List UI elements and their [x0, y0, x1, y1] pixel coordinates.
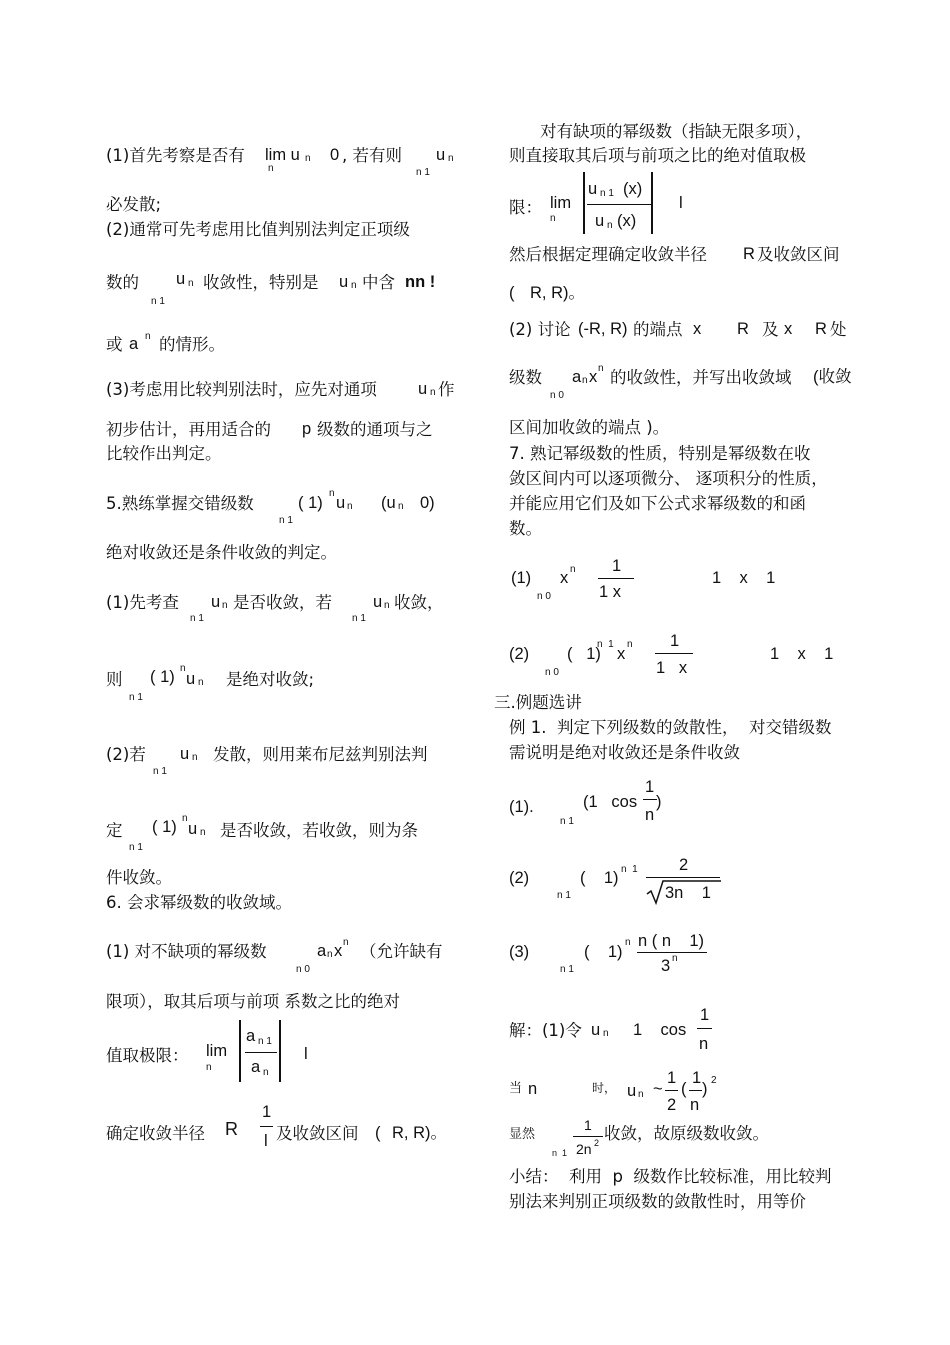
math-neg-one: ( 1) [567, 645, 601, 663]
math-u: u [186, 670, 196, 688]
text-line: 对有缺项的幂级数（指缺无限多项）， [540, 122, 813, 141]
sum-index: n 1 [557, 890, 571, 901]
text-line: 是否收敛，若收敛，则为条 [220, 821, 418, 840]
math-neg-one: ( 1) [584, 943, 623, 961]
text-line: 确定收敛半径 [106, 1124, 205, 1143]
text-line: 7. 熟记幂级数的性质，特别是幂级数在收 [509, 444, 811, 463]
text-line: 限项），取其后项与前项 系数之比的绝对 [106, 992, 400, 1011]
text-line: 数的 [106, 273, 139, 292]
math-subscript: n [192, 752, 198, 763]
text-line: (1)先考查 [106, 593, 179, 612]
fraction-numerator: 2 [679, 856, 689, 874]
math-u: u [373, 593, 383, 611]
text-line: 时， [592, 1081, 617, 1095]
math-a: a [129, 335, 139, 353]
text-line: 处 [830, 320, 847, 339]
math-x: x [617, 645, 626, 663]
math-u: u [211, 593, 221, 611]
sum-index: n 0 [537, 591, 551, 602]
math-a: a [317, 942, 327, 960]
text-line: 5.熟练掌握交错级数 [106, 494, 254, 513]
text-line: (收敛 [813, 368, 852, 386]
math-u: u [188, 820, 198, 838]
text-line: 是绝对收敛; [226, 670, 315, 689]
abs-bar-right [651, 172, 653, 234]
fraction-line [665, 1090, 678, 1091]
text-line: 并能应用它们及如下公式求幂级数的和函 [509, 494, 806, 513]
fraction-line [245, 1052, 277, 1053]
math-x: x [560, 569, 569, 587]
sum-index: n 0 [550, 390, 564, 401]
math-superscript: n [598, 363, 604, 374]
math-subscript: n [222, 600, 228, 611]
math-interval: R, R)。 [530, 284, 585, 302]
math-u: u [176, 270, 186, 288]
text-line: 收敛， [394, 593, 444, 612]
math-range: 1 x 1 [770, 645, 834, 663]
fraction-line [655, 653, 693, 654]
math-R: R [815, 320, 827, 338]
math-l: l [679, 194, 683, 212]
text-line: 定 [106, 821, 123, 840]
abs-bar-left [239, 1020, 241, 1082]
math-arg: (x) [617, 212, 637, 230]
text-line: 或 [106, 335, 123, 354]
text-line: (2)通常可先考虑用比值判别法判定正项级 [106, 220, 410, 239]
math-n: n [528, 1080, 538, 1098]
text-line: 需说明是绝对收敛还是条件收敛 [509, 743, 740, 762]
math-range: 1 x 1 [712, 569, 776, 587]
math-paren: ( [509, 284, 515, 302]
math-x: x [589, 368, 598, 386]
math-subscript: n [582, 375, 588, 386]
math-subscript: n [384, 600, 390, 611]
math-u: u [336, 494, 346, 512]
math-superscript: n [343, 937, 349, 948]
math-one: 1 [262, 1103, 272, 1121]
sum-index: n 1 [190, 613, 204, 624]
math-x: x [784, 320, 793, 338]
text-line: 当 [509, 1081, 523, 1096]
math-u: u [591, 1021, 601, 1039]
math-l: l [264, 1132, 268, 1150]
sum-index: n 1 [560, 964, 574, 975]
fraction-line [689, 1090, 702, 1091]
text-line: 及 [762, 320, 779, 339]
math-subscript: n 1 [600, 188, 614, 199]
text-line: 收敛性，特别是 [203, 273, 319, 292]
math-R: R [743, 245, 755, 263]
math-superscript: n [625, 937, 631, 948]
sum-index: n 0 [296, 964, 310, 975]
text-line: (3)考虑用比较判别法时，应先对通项 [106, 380, 377, 399]
sum-index: n 1 [416, 167, 430, 178]
fraction-numerator: 1 [645, 778, 655, 796]
math-superscript: n [672, 953, 678, 964]
math-subscript: n [200, 827, 206, 838]
math-u: u [595, 212, 605, 230]
math-lim: lim [206, 1042, 228, 1060]
math-u: u [418, 380, 428, 398]
math-l: l [304, 1045, 308, 1063]
math-paren: ( [375, 1124, 381, 1142]
math-subscript: n [430, 387, 436, 398]
math-R: R [737, 320, 749, 338]
text-line: 初步估计，再用适合的 [106, 420, 271, 439]
fraction-numerator: 1 [670, 632, 680, 650]
math-subscript: n [550, 213, 556, 224]
math-superscript: n [180, 663, 186, 674]
fraction-denominator: 1 x [656, 659, 688, 677]
math-subscript: n [268, 163, 274, 174]
fraction-line [587, 204, 651, 205]
math-superscript: n 1 [597, 639, 614, 650]
math-expr: (1 cos [583, 793, 638, 811]
text-line: 收敛，故原级数收敛。 [604, 1124, 769, 1143]
text-line: (2)若 [106, 745, 146, 764]
text-line: 级数 [509, 368, 542, 387]
text-line: 则直接取其后项与前项之比的绝对值取极 [509, 146, 806, 165]
math-p: p [302, 420, 312, 438]
math-interval: (-R, R) [578, 320, 628, 338]
fraction-denominator: 1 x [599, 583, 622, 601]
sum-index: n 1 [560, 816, 574, 827]
math-superscript: 2 [711, 1075, 717, 1086]
text-line: 绝对收敛还是条件收敛的判定。 [106, 543, 337, 562]
math-u: u [627, 1082, 637, 1100]
math-superscript: n [182, 813, 188, 824]
math-superscript: n 1 [621, 864, 638, 875]
text-line: 数。 [509, 519, 542, 538]
sum-index: n 1 [352, 613, 366, 624]
math-zero: 0 [330, 146, 340, 164]
fraction-numerator: 1 [584, 1117, 592, 1133]
math-subscript: n [206, 1062, 212, 1073]
math-subscript: n [263, 1067, 269, 1078]
text-line: 的收敛性，并写出收敛域 [610, 368, 792, 387]
math-u: u [180, 745, 190, 763]
fraction-line [260, 1126, 273, 1127]
text-line: 显然 [509, 1127, 536, 1142]
math-subscript: n [398, 501, 404, 512]
text-line: 的情形。 [159, 335, 225, 354]
math-subscript: n [607, 220, 613, 231]
math-subscript: n [305, 153, 311, 164]
fraction-numerator: 1 [667, 1069, 677, 1087]
math-zero: 0) [420, 494, 435, 512]
fraction-denominator: n [645, 806, 655, 824]
text-line: 区间加收敛的端点 )。 [509, 418, 670, 437]
formula-label: (2) [509, 645, 530, 663]
math-superscript: n [329, 488, 335, 499]
text-line: 然后根据定理确定收敛半径 [509, 245, 707, 264]
problem-label: (1). [509, 798, 534, 816]
math-a: a [251, 1058, 261, 1076]
math-tilde: ~ [653, 1080, 663, 1098]
text-line: 解：(1)令 [509, 1021, 582, 1040]
text-line: （允许缺有 [360, 942, 443, 961]
math-paren: ) [702, 1080, 708, 1098]
math-u: u [588, 180, 598, 198]
fraction-denominator: 3 [661, 957, 671, 975]
fraction-denominator: 2n [576, 1141, 592, 1157]
text-line: 及收敛区间 [757, 245, 840, 264]
math-subscript: n [603, 1028, 609, 1039]
section-heading: 6. 会求幂级数的收敛域。 [106, 893, 292, 912]
sum-index: n 1 [129, 692, 143, 703]
math-subscript: n [638, 1089, 644, 1100]
math-paren: ( [681, 1080, 687, 1098]
fraction-denominator: n [690, 1096, 700, 1114]
sum-index: n 1 [129, 842, 143, 853]
sum-index: n 0 [545, 667, 559, 678]
math-x: x [334, 942, 343, 960]
math-subscript: n 1 [258, 1036, 272, 1047]
text-line: 及收敛区间 [276, 1124, 359, 1143]
section-heading: 三.例题选讲 [494, 693, 582, 712]
text-line: 则 [106, 670, 123, 689]
math-factorial: nn ! [405, 273, 436, 291]
math-superscript: n [145, 331, 151, 342]
text-line: 中含 [362, 273, 395, 292]
abs-bar-left [583, 172, 585, 234]
math-subscript: n [327, 949, 333, 960]
fraction-denominator: 3n 1 [665, 884, 711, 902]
math-x: x [693, 320, 702, 338]
math-subscript: n [351, 280, 357, 291]
math-subscript: n [198, 677, 204, 688]
math-u: u [339, 273, 349, 291]
sum-index: n 1 [279, 515, 293, 526]
math-subscript: n [347, 501, 353, 512]
text-line: 的端点 [633, 320, 683, 339]
math-paren: (u [381, 494, 396, 512]
text-line: 小结： 利用 p 级数作比较标准，用比较判 [509, 1167, 832, 1186]
formula-label: (1) [511, 569, 532, 587]
text-line: , 若有则 [342, 146, 402, 165]
math-expr: 1 cos [633, 1021, 687, 1039]
fraction-numerator: 1 [612, 557, 622, 575]
fraction-denominator: n [699, 1035, 709, 1053]
math-R: R [225, 1119, 238, 1139]
sum-index: n 1 [153, 766, 167, 777]
text-line: 是否收敛，若 [233, 593, 332, 612]
math-a: a [572, 368, 582, 386]
text-line: 级数的通项与之 [317, 420, 433, 439]
text-line: (2) 讨论 [509, 320, 571, 339]
text-line: (1) 对不缺项的幂级数 [106, 942, 267, 961]
sum-index: n 1 [151, 296, 165, 307]
fraction-line [598, 578, 634, 579]
text-line: (1)首先考察是否有 [106, 146, 245, 165]
text-line: 发散，则用莱布尼兹判别法判 [213, 745, 428, 764]
math-neg-one: ( 1) [150, 668, 175, 686]
fraction-line [697, 1028, 712, 1029]
math-neg-one: ( 1) [580, 869, 619, 887]
math-lim: lim [550, 194, 572, 212]
text-line: 限： [509, 198, 542, 217]
math-subscript: n [188, 278, 194, 289]
math-superscript: 2 [594, 1138, 600, 1148]
fraction-numerator: 1 [692, 1069, 702, 1087]
math-neg-one: ( 1) [298, 494, 323, 512]
math-paren: ) [656, 793, 662, 811]
math-superscript: n [627, 639, 633, 650]
text-line: 件收敛。 [106, 868, 172, 887]
fraction-numerator: n ( n 1) [638, 932, 705, 950]
text-line: 必发散; [106, 195, 162, 214]
problem-label: (3) [509, 943, 530, 961]
math-interval: R, R)。 [392, 1124, 447, 1142]
text-line: 比较作出判定。 [106, 444, 222, 463]
text-line: 值取极限： [106, 1046, 189, 1065]
math-a: a [246, 1027, 256, 1045]
text-line: 作 [438, 380, 455, 399]
math-u: u [436, 146, 446, 164]
math-lim: lim u [265, 146, 300, 164]
text-line: 别法来判别正项级数的敛散性时，用等价 [509, 1192, 806, 1211]
problem-label: (2) [509, 869, 530, 887]
abs-bar-right [279, 1020, 281, 1082]
sum-index: n 1 [552, 1148, 568, 1158]
text-line: 例 1. 判定下列级数的敛散性， 对交错级数 [509, 718, 832, 737]
text-line: 敛区间内可以逐项微分、 逐项积分的性质， [509, 469, 828, 488]
fraction-line [643, 799, 657, 800]
fraction-numerator: 1 [700, 1006, 710, 1024]
fraction-denominator: 2 [667, 1096, 677, 1114]
math-superscript: n [570, 564, 576, 575]
math-neg-one: ( 1) [152, 818, 177, 836]
math-arg: (x) [623, 180, 643, 198]
math-subscript: n [448, 153, 454, 164]
